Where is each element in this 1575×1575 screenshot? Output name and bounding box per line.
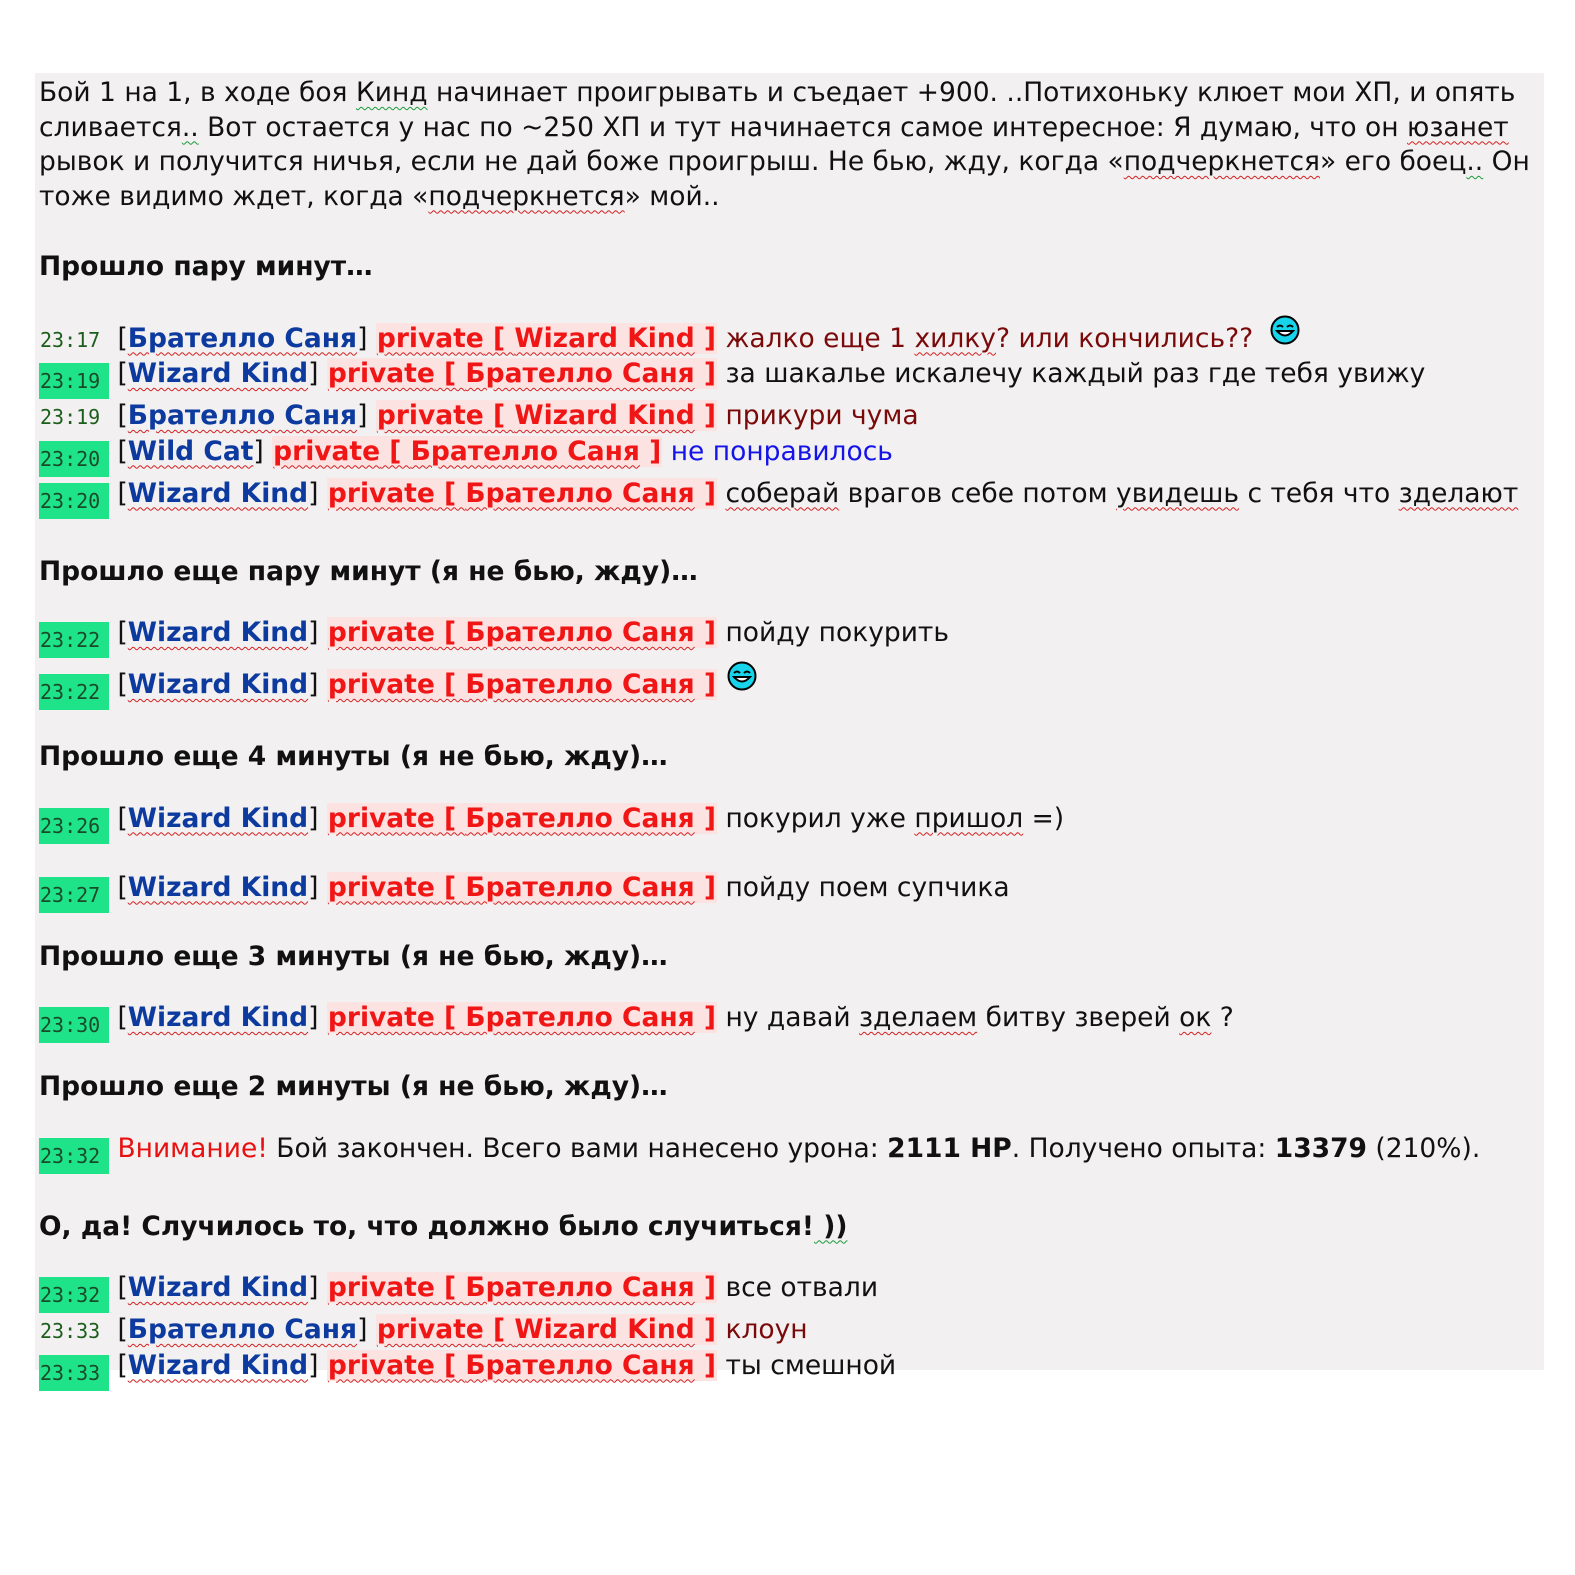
timestamp[interactable]: 23:20 [39, 441, 109, 477]
sender: [Wild Cat] [117, 435, 264, 467]
message-text: клоун [717, 1314, 808, 1345]
message-text: прикури чума [717, 400, 919, 431]
sender-nick[interactable]: Wizard Kind [127, 802, 309, 834]
private-tag[interactable]: private [ Брателло Саня ] [327, 1002, 717, 1033]
chat-message [39, 399, 1539, 435]
private-tag[interactable]: private [ Брателло Саня ] [327, 871, 717, 903]
message-text: жалко еще 1 хилку? или кончились?? [717, 322, 1254, 354]
message-text: пойду покурить [717, 617, 949, 648]
section-heading: О, да! Случилось то, что должно было случиться! )) [39, 1210, 848, 1242]
sender: [Wizard Kind] [117, 1002, 319, 1033]
chat-message [39, 1313, 1539, 1349]
timestamp[interactable]: 23:27 [39, 877, 109, 913]
chat-message [39, 435, 1539, 477]
sender-nick[interactable]: Брателло Саня [127, 322, 358, 354]
sender: [Wizard Kind] [117, 358, 319, 389]
message-text: за шакалье искалечу каждый раз где тебя увижу [717, 358, 1426, 389]
intro-paragraph [39, 76, 1539, 214]
sender: [Брателло Саня] [117, 322, 368, 354]
intro-text: » мой.. [624, 180, 720, 212]
sender-nick[interactable]: Wizard Kind [127, 477, 309, 509]
private-tag[interactable]: private [ Брателло Саня ] [327, 617, 717, 648]
sender-nick[interactable]: Wizard Kind [127, 617, 309, 648]
section-heading: Прошло еще пару минут (я не бью, жду)… [39, 555, 698, 587]
private-tag[interactable]: private [ Wizard Kind ] [376, 400, 717, 431]
experience-value: 13379 [1274, 1132, 1367, 1164]
sender-nick[interactable]: Wild Cat [127, 435, 254, 467]
intro-text: подчеркнется [428, 180, 625, 212]
message-text: ну давай зделаем битву зверей ок ? [717, 1002, 1234, 1033]
system-text: (210%). [1366, 1132, 1481, 1164]
chat-message [39, 357, 1539, 399]
timestamp[interactable]: 23:32 [39, 1277, 109, 1313]
sender: [Wizard Kind] [117, 669, 319, 700]
sender: [Wizard Kind] [117, 617, 319, 648]
sender-nick[interactable]: Wizard Kind [127, 871, 309, 903]
smile-icon [727, 661, 757, 691]
chat-message [39, 661, 1539, 710]
intro-text: » его боец [1319, 146, 1467, 177]
system-message [39, 1132, 1539, 1174]
message-text: все отвали [717, 1272, 879, 1303]
private-tag[interactable]: private [ Брателло Саня ] [327, 669, 717, 700]
sender: [Wizard Kind] [117, 1272, 319, 1303]
sender-nick[interactable]: Wizard Kind [127, 1002, 309, 1033]
sender-nick[interactable]: Wizard Kind [127, 358, 309, 389]
timestamp[interactable]: 23:33 [40, 1319, 101, 1343]
damage-value: 2111 HP [887, 1132, 1012, 1164]
chat-message [39, 1349, 1539, 1391]
private-tag[interactable]: private [ Брателло Саня ] [327, 802, 717, 834]
sender-nick[interactable]: Брателло Саня [127, 400, 358, 431]
sender: [Wizard Kind] [117, 477, 319, 509]
timestamp[interactable]: 23:32 [39, 1138, 109, 1174]
chat-message [39, 1271, 1539, 1313]
intro-text: рывок и получится ничья, если не дай боже проигрыш. Не бью, жду, когда « [39, 146, 1124, 177]
chat-message [39, 315, 1539, 358]
chat-log-panel [35, 73, 1544, 1385]
chat-message [39, 477, 1539, 519]
timestamp[interactable]: 23:33 [39, 1355, 109, 1391]
private-tag[interactable]: private [ Брателло Саня ] [273, 435, 662, 467]
message-text: пойду поем супчика [717, 871, 1010, 903]
section-heading: Прошло еще 4 минуты (я не бью, жду)… [39, 741, 668, 772]
sender-nick[interactable]: Брателло Саня [127, 1314, 358, 1345]
message-text: соберай врагов себе потом увидешь с тебя что зделают [725, 477, 1519, 509]
sender: [Wizard Kind] [117, 871, 319, 903]
chat-message [39, 802, 1539, 844]
sender-nick[interactable]: Wizard Kind [127, 1349, 309, 1381]
smile-icon [1270, 315, 1300, 345]
intro-text: Бой 1 на 1, в ходе боя [39, 77, 356, 108]
sender: [Wizard Kind] [117, 1349, 319, 1381]
section-heading: Прошло пару минут… [39, 251, 373, 282]
intro-text: .. [1466, 146, 1484, 177]
warning-label: Внимание! [117, 1132, 268, 1164]
sender: [Брателло Саня] [117, 400, 368, 431]
timestamp[interactable]: 23:22 [39, 622, 109, 658]
private-tag[interactable]: private [ Wizard Kind ] [376, 1314, 717, 1345]
timestamp[interactable]: 23:20 [39, 483, 109, 519]
section-heading: Прошло еще 2 минуты (я не бью, жду)… [39, 1071, 668, 1102]
intro-text: Кинд [355, 77, 428, 108]
intro-text: подчеркнется [1123, 146, 1320, 177]
timestamp[interactable]: 23:17 [40, 327, 101, 352]
timestamp[interactable]: 23:19 [39, 363, 109, 399]
timestamp[interactable]: 23:19 [40, 405, 101, 429]
section-heading: Прошло еще 3 минуты (я не бью, жду)… [39, 940, 668, 972]
chat-message [39, 871, 1539, 913]
sender-nick[interactable]: Wizard Kind [127, 1272, 309, 1303]
message-text: ты смешной [717, 1349, 897, 1381]
sender: [Брателло Саня] [117, 1314, 368, 1345]
chat-message [39, 616, 1539, 658]
private-tag[interactable]: private [ Брателло Саня ] [327, 1272, 717, 1303]
system-text: Бой закончен. Всего вами нанесено урона: [267, 1132, 888, 1164]
message-text: не понравилось [662, 435, 893, 467]
private-tag[interactable]: private [ Брателло Саня ] [327, 477, 717, 509]
intro-text: .. [181, 111, 199, 143]
timestamp[interactable]: 23:26 [39, 808, 109, 844]
timestamp[interactable]: 23:22 [39, 674, 109, 710]
intro-text: Он тоже видимо ждет, когда « [39, 146, 1530, 212]
intro-text: начинает проигрывать и съедает +900. ..Потихоньку клюет мои ХП, и опять сливается [39, 77, 1516, 143]
sender-nick[interactable]: Wizard Kind [127, 669, 309, 700]
chat-message [39, 1001, 1539, 1043]
private-tag[interactable]: private [ Wizard Kind ] [376, 322, 717, 354]
system-text: . Получено опыта: [1011, 1132, 1275, 1164]
sender: [Wizard Kind] [117, 802, 319, 834]
intro-text: юзанет [1407, 111, 1509, 143]
intro-text: Вот остается у нас по ~250 ХП и тут начинается самое интересное: Я думаю, что он [198, 111, 1408, 143]
private-tag[interactable]: private [ Брателло Саня ] [327, 1349, 717, 1381]
timestamp[interactable]: 23:30 [39, 1007, 109, 1043]
private-tag[interactable]: private [ Брателло Саня ] [327, 358, 717, 389]
message-text: покурил уже пришол =) [717, 802, 1065, 834]
